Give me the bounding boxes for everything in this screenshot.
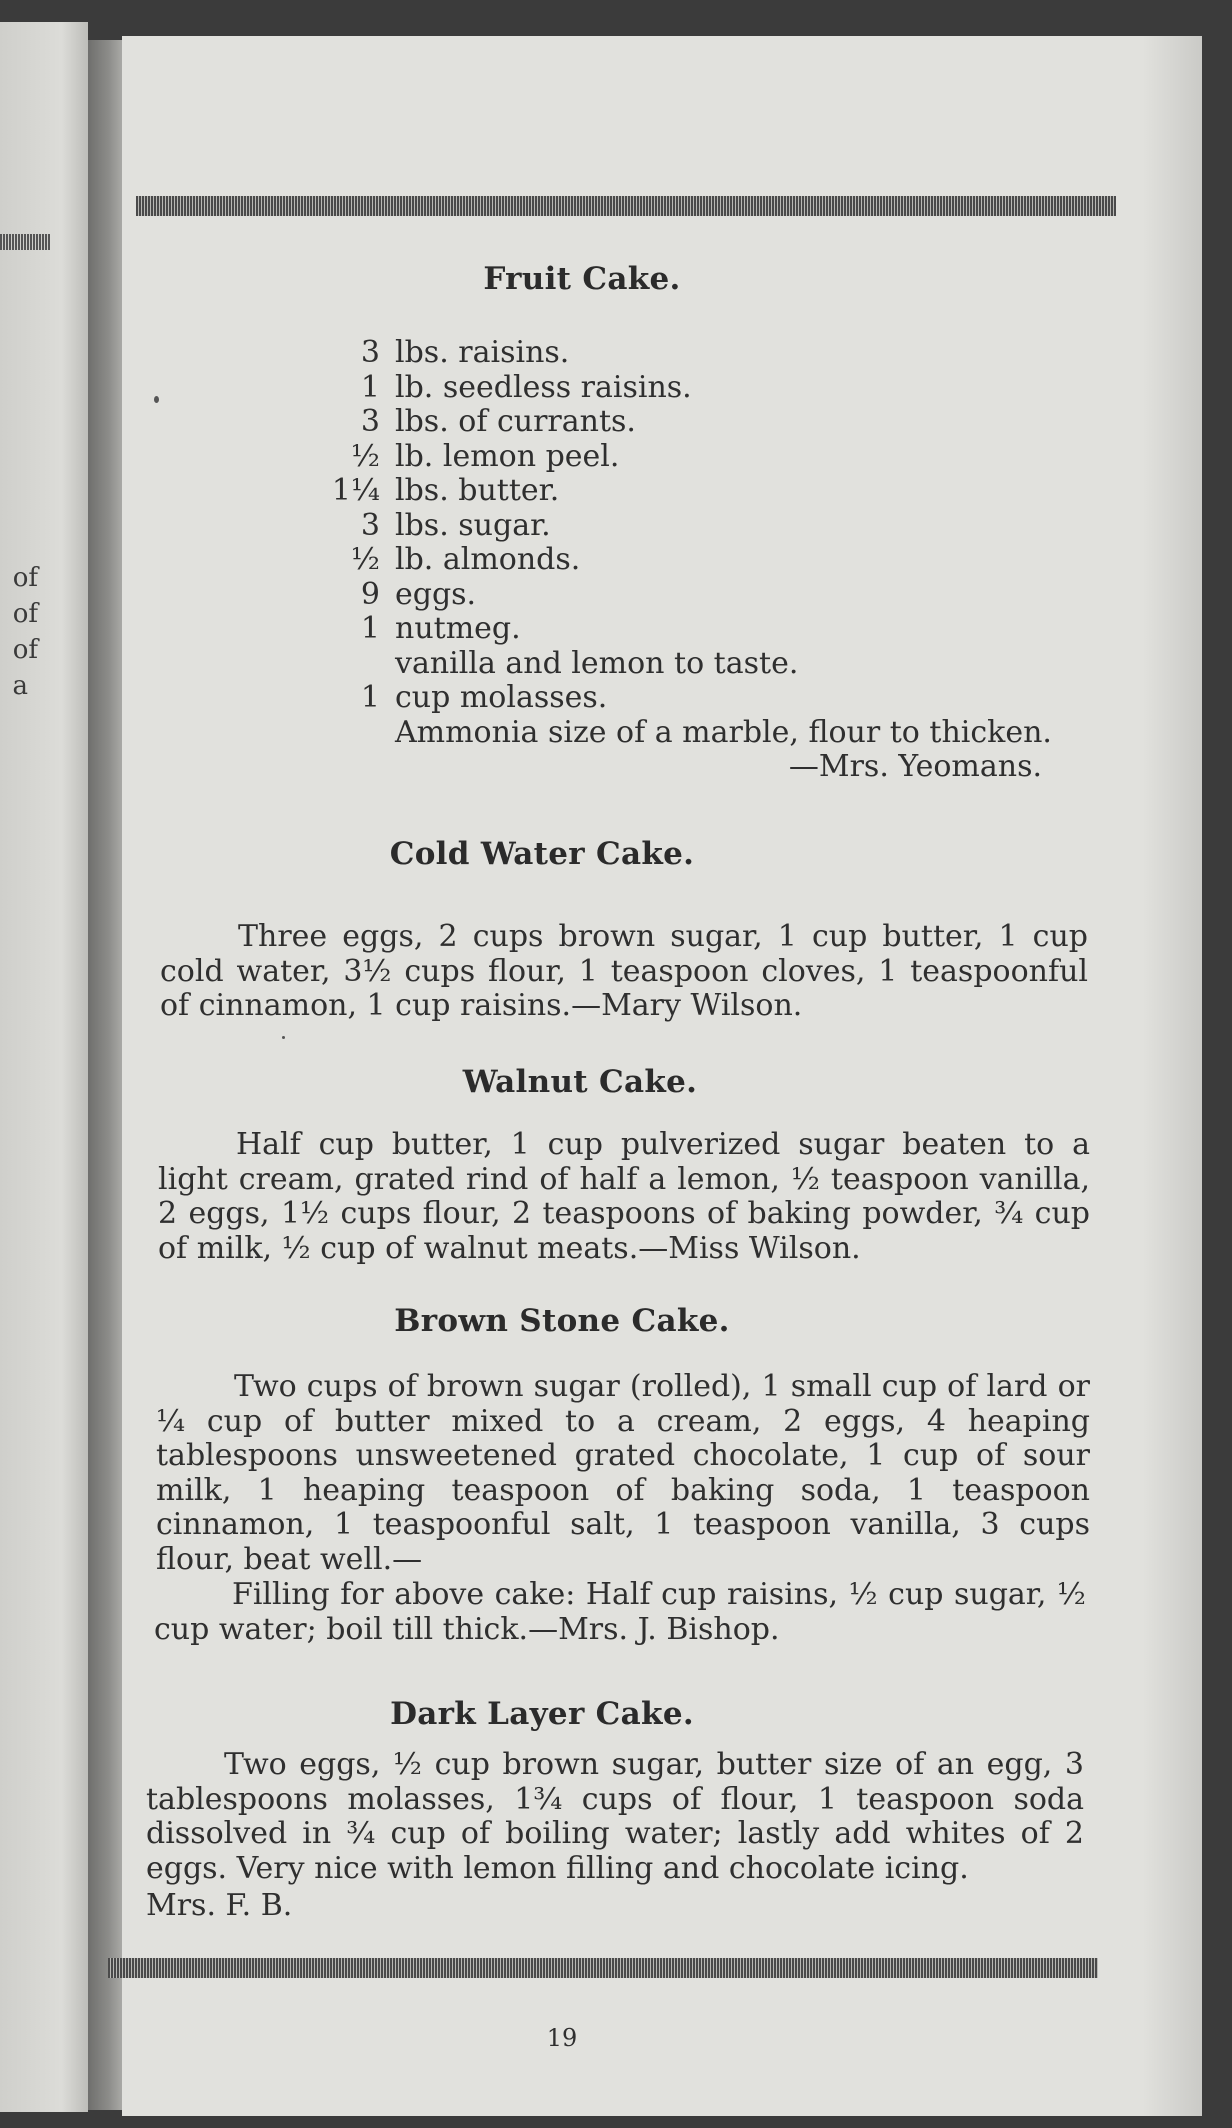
ingredient-qty: 1 <box>360 369 380 405</box>
ingredient-row <box>282 612 1082 647</box>
recipe-body: Two cups of brown sugar (rolled), 1 small cup of lard or ¼ cup of butter mixed to a cream, 2 eggs, 4 heaping tablespoons unsweetened grated chocolate, 1 cup of sour milk, 1 heaping teaspoon of baking soda, 1 teaspoon cinnamon, 1 teaspoonful salt, 1 teaspoon vanilla, 3 cups flour, beat well.— <box>156 1369 1090 1577</box>
ingredient-qty: 3 <box>360 404 380 439</box>
ingredient-row <box>282 647 1082 682</box>
ingredient-qty: 3 <box>360 335 380 370</box>
recipe-body: Half cup butter, 1 cup pulverized sugar beaten to a light cream, grated rind of half a lemon, ½ teaspoon vanilla, 2 eggs, 1½ cups flour, 2 teaspoons of baking powder, ¾ cup of milk, ½ cup of walnut meats.—Miss Wilson. <box>158 1127 1090 1266</box>
brown-stone-cake-filling <box>154 1578 1086 1647</box>
ingredient-item: lb. lemon peel. <box>395 438 620 474</box>
facing-page-fragment: a <box>12 671 28 701</box>
dark-layer-cake-text <box>146 1748 1084 1886</box>
ingredient-item: cup molasses. <box>395 680 608 715</box>
ingredient-item: lbs. butter. <box>395 473 560 508</box>
ingredient-qty: 1 <box>360 680 380 715</box>
ingredient-item: lbs. raisins. <box>395 335 570 370</box>
ingredient-qty: 9 <box>360 576 380 612</box>
ingredient-qty: 1¼ <box>331 473 380 508</box>
walnut-cake-title: Walnut Cake. <box>462 1064 698 1100</box>
ingredient-row <box>282 405 1082 440</box>
print-speck <box>282 1036 285 1039</box>
ingredient-item: lb. almonds. <box>395 542 581 577</box>
brown-stone-cake-title: Brown Stone Cake. <box>394 1303 730 1339</box>
ingredient-item: eggs. <box>395 576 477 612</box>
ingredient-row <box>282 474 1082 509</box>
ingredient-row <box>282 371 1082 406</box>
ingredient-row <box>282 509 1082 544</box>
ingredient-item: lbs. sugar. <box>395 507 551 543</box>
ingredient-qty: 3 <box>360 507 380 543</box>
facing-page-fragment: of <box>12 635 38 665</box>
bottom-decorative-rule <box>108 1958 1098 1978</box>
ingredient-item: lbs. of currants. <box>395 404 636 439</box>
ingredient-qty <box>282 716 395 751</box>
ingredient-row <box>282 578 1082 613</box>
ingredient-row <box>282 681 1082 716</box>
walnut-cake-text <box>158 1128 1090 1266</box>
ingredient-item: Ammonia size of a marble, flour to thicken. <box>395 714 1052 750</box>
facing-page-rule <box>0 234 50 250</box>
recipe-body: Three eggs, 2 cups brown sugar, 1 cup butter, 1 cup cold water, 3½ cups flour, 1 teaspoon cloves, 1 teaspoonful of cinnamon, 1 cup raisins.—Mary Wilson. <box>160 919 1088 1023</box>
facing-page-fragment: of <box>12 563 38 593</box>
dark-layer-cake-attribution: Mrs. F. B. <box>146 1888 293 1923</box>
ingredient-row <box>282 543 1082 578</box>
ingredient-qty: 1 <box>360 611 380 646</box>
recipe-page <box>122 36 1202 2116</box>
fruit-cake-title: Fruit Cake. <box>483 261 681 297</box>
ingredient-item: lb. seedless raisins. <box>395 369 692 405</box>
ingredient-row <box>282 716 1082 751</box>
ingredient-item: vanilla and lemon to taste. <box>395 645 799 681</box>
brown-stone-cake-text <box>156 1370 1090 1577</box>
page-number: 19 <box>546 2024 578 2052</box>
top-decorative-rule <box>136 196 1116 216</box>
dark-layer-cake-title: Dark Layer Cake. <box>390 1696 694 1732</box>
facing-page-fragment: of <box>12 599 38 629</box>
cold-water-cake-text <box>160 920 1088 1024</box>
print-speck <box>154 396 159 403</box>
cold-water-cake-title: Cold Water Cake. <box>389 836 695 872</box>
facing-page-text-fragments <box>2 560 62 704</box>
fruit-cake-attribution: —Mrs. Yeomans. <box>788 749 1042 784</box>
recipe-body: Filling for above cake: Half cup raisins, ½ cup sugar, ½ cup water; boil till thick.—Mrs. J. Bishop. <box>154 1577 1086 1647</box>
fruit-cake-ingredients <box>282 336 1082 785</box>
ingredient-row <box>282 440 1082 475</box>
ingredient-item: nutmeg. <box>395 611 521 646</box>
ingredient-qty: ½ <box>350 438 380 474</box>
ingredient-row <box>282 336 1082 371</box>
recipe-body: Two eggs, ½ cup brown sugar, butter size of an egg, 3 tablespoons molasses, 1¾ cups of flour, 1 teaspoon soda dissolved in ¾ cup of boiling water; lastly add whites of 2 eggs. Very nice with lemon filling and chocolate icing. <box>146 1747 1084 1886</box>
ingredient-qty <box>282 647 395 682</box>
ingredient-qty: ½ <box>350 542 380 577</box>
